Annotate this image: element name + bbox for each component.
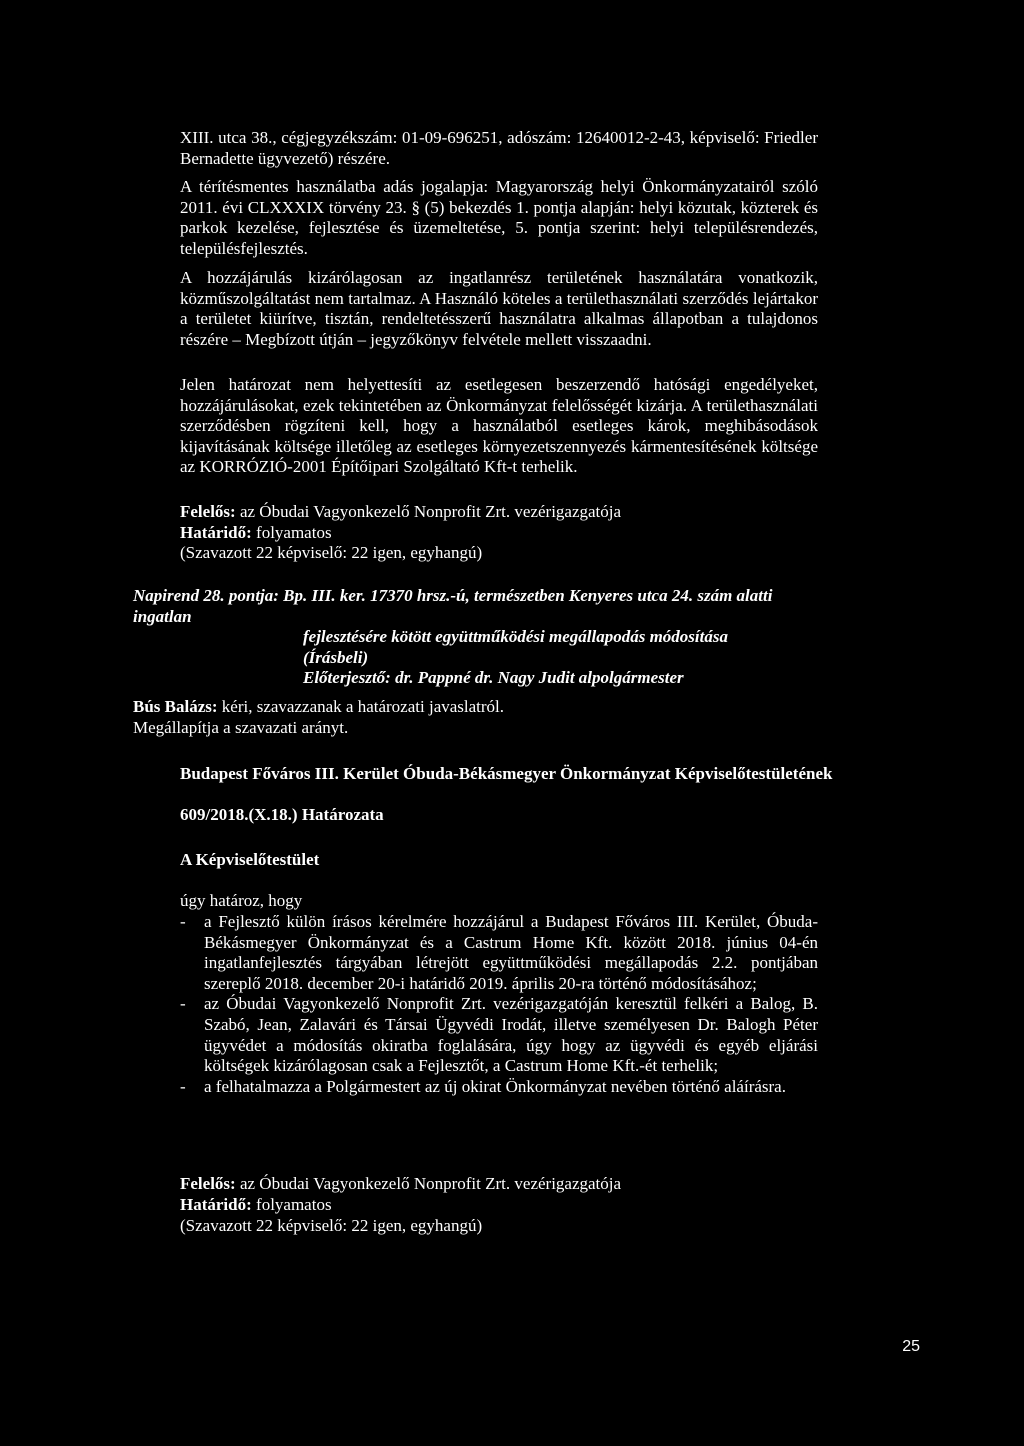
agenda-line-3: (Írásbeli) <box>303 647 369 667</box>
resolution-number: 609/2018.(X.18.) Határozata <box>180 805 384 824</box>
decides-line: úgy határoz, hogy <box>180 891 303 910</box>
paragraph-liability: Jelen határozat nem helyettesíti az esetlegesen beszerzendő hatósági engedélyeket, hozzájárulásokat, ezek tekintetében az Önkormányzat felelősségét kizárja. A területhasználati szerződésben rögzíteni kell, hogy a használatból esetleges károk, meghibásodások kijavításának költsége illetőleg az esetleges környezetszennyezés kármentesítésének költsége az KORRÓZIÓ-2001 Építőipari Szolgáltató Kft-t terhelik. <box>180 375 818 477</box>
agenda-item-heading <box>133 586 818 689</box>
page-number: 25 <box>902 1338 920 1355</box>
responsible-line-1: Felelős: az Óbudai Vagyonkezelő Nonprofit Zrt. vezérigazgatója <box>180 502 622 521</box>
council-title: Budapest Főváros III. Kerület Óbuda-Békásmegyer Önkormányzat Képviselőtestületének <box>180 764 833 783</box>
vote-line-2: (Szavazott 22 képviselő: 22 igen, egyhangú) <box>180 1216 483 1235</box>
resolution-list <box>180 912 818 1097</box>
list-item: - a felhatalmazza a Polgármestert az új okirat Önkormányzat nevében történő aláírásra. <box>180 1076 786 1096</box>
agenda-line-2: fejlesztésére kötött együttműködési megállapodás módosítása <box>303 627 728 647</box>
responsible-line-2: Felelős: az Óbudai Vagyonkezelő Nonprofit Zrt. vezérigazgatója <box>180 1174 622 1193</box>
deadline-line-1: Határidő: folyamatos <box>180 523 332 542</box>
paragraph-legal-basis: A térítésmentes használatba adás jogalapja: Magyarország helyi Önkormányzatairól szóló 2011. évi CLXXXIX törvény 23. § (5) bekezdés 1. pontja alapján: helyi közutak, közterek és parkok kezelése, fejlesztése és üzemeltetése, 5. pontja szerint: helyi településrendezés, településfejlesztés. <box>180 177 818 258</box>
body-title: A Képviselőtestület <box>180 850 320 869</box>
resolution-items <box>180 912 818 1097</box>
list-item: - a Fejlesztő külön írásos kérelmére hozzájárul a Budapest Főváros III. Kerület, Óbuda-Békásmegyer Önkormányzat és a Castrum Home Kft. között 2018. június 04-én ingatlanfejlesztés tárgyában létrejött együttműködési megállapodás 2.2. pontjában szereplő 2018. december 20-i határidő 2019. április 20-ra történő módosításához; <box>180 912 818 993</box>
speaker-line-2: Megállapítja a szavazati arányt. <box>133 718 349 737</box>
agenda-line-4: Előterjesztő: dr. Pappné dr. Nagy Judit alpolgármester <box>303 668 684 688</box>
paragraph-recipient: XIII. utca 38., cégjegyzékszám: 01-09-696251, adószám: 12640012-2-43, képviselő: Friedler Bernadette ügyvezető) részére. <box>180 128 818 168</box>
speaker-line: Bús Balázs: kéri, szavazzanak a határozati javaslatról. <box>133 697 505 716</box>
vote-line-1: (Szavazott 22 képviselő: 22 igen, egyhangú) <box>180 543 483 562</box>
deadline-line-2: Határidő: folyamatos <box>180 1195 332 1214</box>
paragraph-consent-scope: A hozzájárulás kizárólagosan az ingatlanrész területének használatára vonatkozik, közműszolgáltatást nem tartalmaz. A Használó köteles a területhasználati szerződés lejártakor a területet kiürítve, tisztán, rendeltetésszerű használatra alkalmas állapotban a tulajdonos részére – Megbízott útján – jegyzőkönyv felvétele mellett visszaadni. <box>180 268 818 349</box>
agenda-line-1: Napirend 28. pontja: Bp. III. ker. 17370 hrsz.-ú, természetben Kenyeres utca 24. szám alatti ingatlan <box>133 586 773 626</box>
list-item: - az Óbudai Vagyonkezelő Nonprofit Zrt. vezérigazgatóján keresztül felkéri a Balog, B. Szabó, Jean, Zalavári és Társai Ügyvédi Irodát, illetve személyesen Dr. Balogh Péter ügyvédet a módosítás okiratba foglalására, úgy hogy az ügyvédi és egyéb eljárási költségek kizárólagosan csak a Fejlesztőt, a Castrum Home Kft.-ét terhelik; <box>180 994 818 1076</box>
